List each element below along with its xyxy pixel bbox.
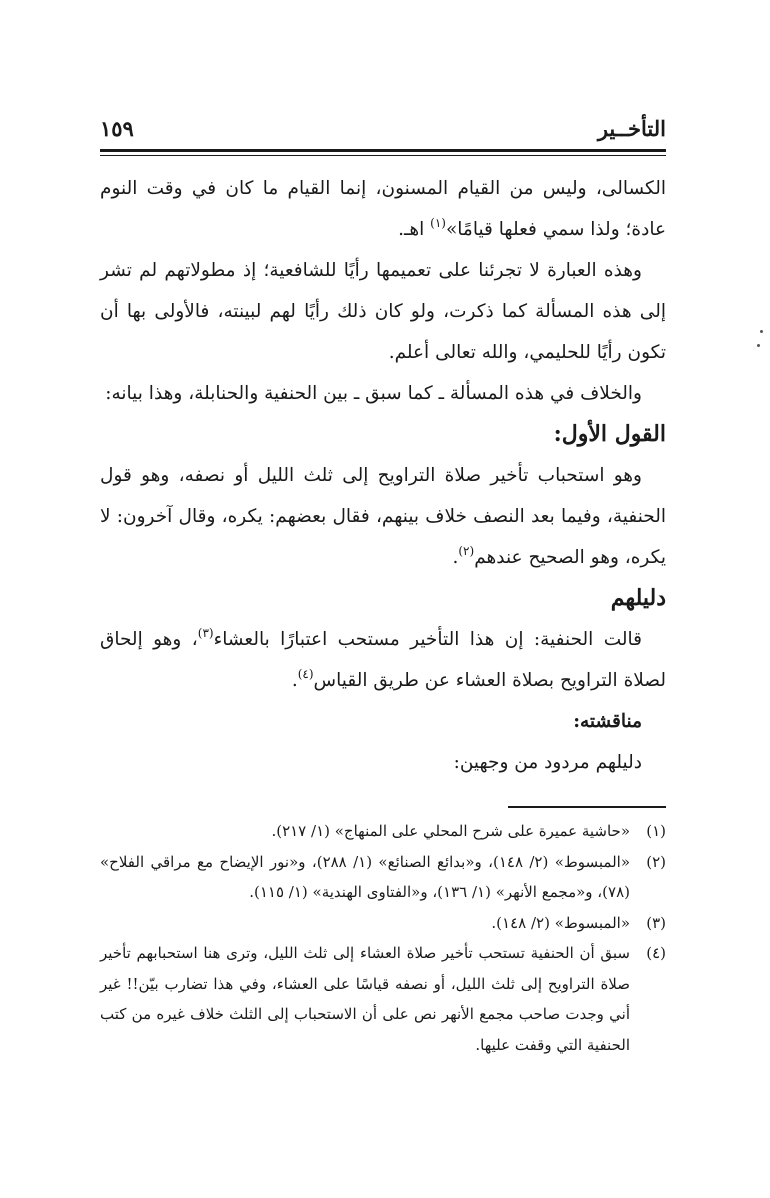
footnote-ref-4[interactable]: (٤)	[297, 667, 314, 681]
footnote-ref-3[interactable]: (٣)	[197, 626, 214, 640]
footnote-ref-2[interactable]: (٢)	[458, 544, 475, 558]
heading-first-opinion: القول الأول:	[553, 421, 666, 447]
main-text	[100, 168, 666, 783]
footnote-text: سبق أن الحنفية تستحب تأخير صلاة العشاء إلى ثلث الليل، وترى هنا استحبابهم تأخير صلاة التراويح إلى ثلث الليل، أو نصفه قياسًا على العشاء، وفي هذا تضارب بيّن!! غير أني وجدت صاحب مجمع الأنهر نص على أن الاستحباب إلى الثلث خلاف غيره من كتب الحنفية التي وقفت عليها.	[100, 944, 630, 1054]
running-title: التأخــير	[597, 116, 666, 141]
footnotes	[100, 816, 666, 1060]
footnote-number: (٣)	[646, 913, 666, 932]
paragraph-2: وهذه العبارة لا تجرئنا على تعميمها رأيًا للشافعية؛ إذ مطولاتهم لم تشر إلى هذه المسألة كما ذكرت، ولو كان ذلك رأيًا لهم لبينته، فالأولى بها أن تكون رأيًا للحليمي، والله تعالى أعلم.	[100, 260, 666, 363]
paragraph-3: والخلاف في هذه المسألة ـ كما سبق ـ بين الحنفية والحنابلة، وهذا بيانه:	[105, 383, 642, 404]
paragraph-5: قالت الحنفية: إن هذا التأخير مستحب اعتبارًا بالعشاء$^{(٣)}$، وهو إلحاق لصلاة التراويح بصلاة العشاء عن طريق القياس$^{(٤)}$.	[100, 626, 666, 691]
header-rule-thin	[100, 155, 666, 156]
paragraph-1: الكسالى، وليس من القيام المسنون، إنما القيام ما كان في وقت النوم عادة؛ ولذا سمي فعلها قيامًا»$^{(١)}$ اهـ.	[100, 178, 666, 240]
footnote-item	[100, 816, 666, 847]
footnote-number: (٤)	[646, 944, 666, 962]
footnote-item	[100, 847, 666, 908]
page-number: ١٥٩	[100, 116, 134, 141]
footnote-text: «المبسوط» (٢/ ١٤٨)، و«بدائع الصنائع» (١/ ٢٨٨)، و«نور الإيضاح مع مراقي الفلاح» (٧٨)، و«مجمع الأنهر» (١/ ١٣٦)، و«الفتاوى الهندية» (١/ ١١٥).	[100, 852, 630, 901]
footnote-number: (٢)	[646, 852, 666, 871]
footnote-item	[100, 908, 666, 939]
footnote-text: «حاشية عميرة على شرح المحلي على المنهاج» (١/ ٢١٧).	[271, 822, 630, 840]
paragraph-4: وهو استحباب تأخير صلاة التراويح إلى ثلث الليل أو نصفه، وهو قول الحنفية، وفيما بعد النصف خلاف بينهم، فقال بعضهم: يكره، وقال آخرون: لا يكره، وهو الصحيح عندهم$^{(٢)}$.	[100, 465, 666, 568]
margin-mark	[760, 330, 763, 333]
header-rule-thick	[100, 149, 666, 152]
footnote-number: (١)	[646, 822, 666, 840]
heading-evidence: دليلهم	[610, 585, 666, 611]
page-header	[100, 112, 666, 146]
footnote-item	[100, 938, 666, 1060]
heading-discussion: مناقشته:	[573, 711, 642, 732]
margin-mark	[757, 344, 760, 347]
footnote-text: «المبسوط» (٢/ ١٤٨).	[491, 913, 630, 932]
footnote-separator	[508, 806, 666, 808]
paragraph-6: دليلهم مردود من وجهين:	[453, 752, 642, 773]
footnote-ref-1[interactable]: (١)	[430, 216, 446, 230]
